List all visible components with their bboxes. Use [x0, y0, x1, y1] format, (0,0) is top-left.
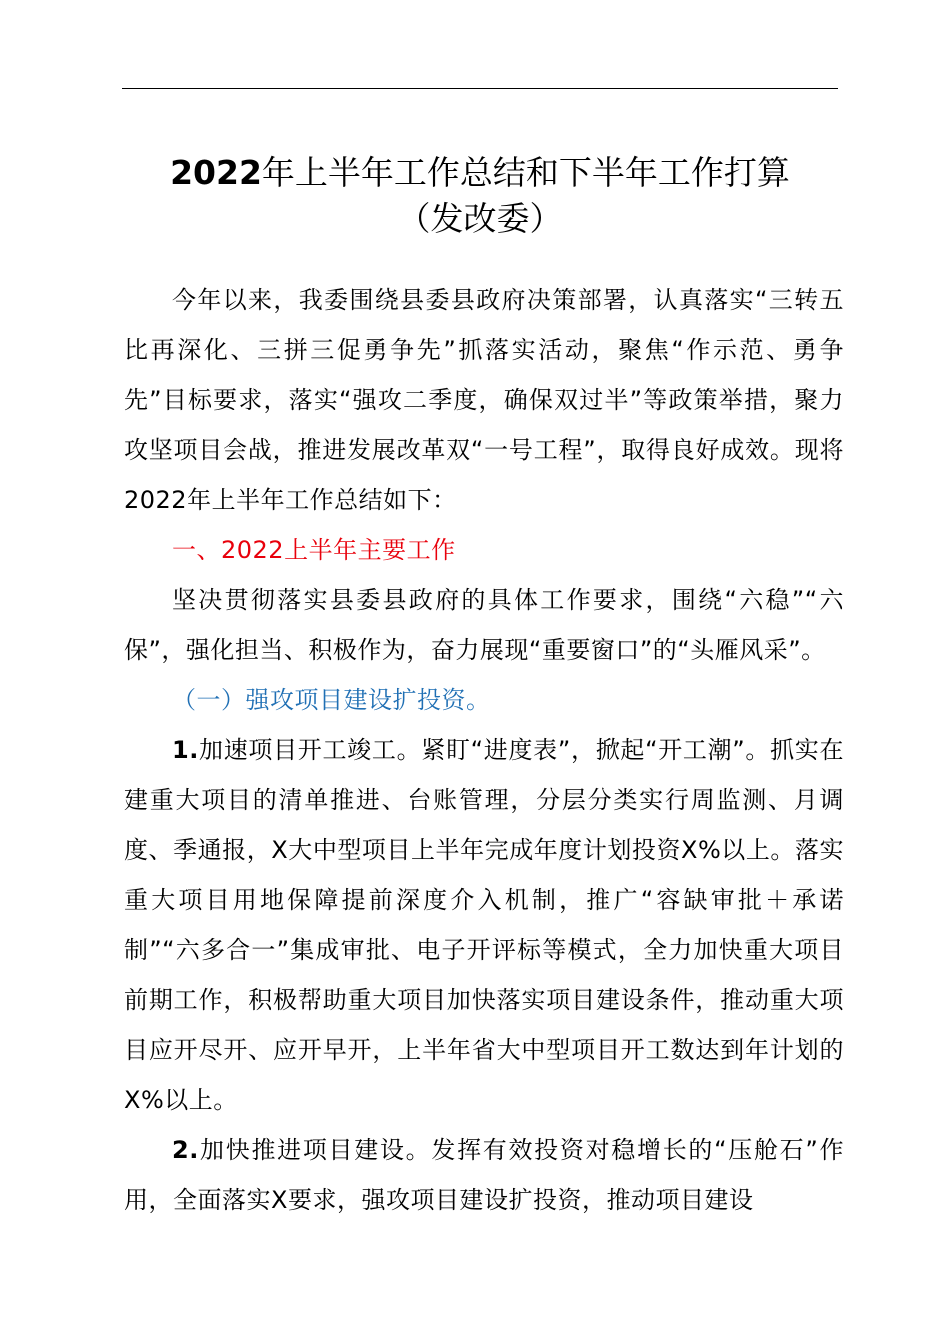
numbered-paragraph-1 [124, 725, 844, 1125]
item-number: 2. [172, 1136, 199, 1164]
title-year: 2022 [170, 153, 262, 192]
document-title [100, 150, 860, 196]
item-number: 1. [172, 736, 199, 764]
numbered-paragraph-2 [124, 1125, 844, 1225]
section-intro-paragraph: 坚决贯彻落实县委县政府的具体工作要求，围绕“六稳”“六保”，强化担当、积极作为，奋力展现“重要窗口”的“头雁风采”。 [124, 586, 844, 664]
document-body [124, 275, 844, 1225]
item-text: 加速项目开工竣工。紧盯“进度表”，掀起“开工潮”。抓实在建重大项目的清单推进、台账管理，分层分类实行周监测、月调度、季通报，X大中型项目上半年完成年度计划投资X%以上。落实重大项目用地保障提前深度介入机制，推广“容缺审批＋承诺制”“六多合一”集成审批、电子开评标等模式，全力加快重大项目前期工作，积极帮助重大项目加快落实项目建设条件，推动重大项目应开尽开、应开早开，上半年省大中型项目开工数达到年计划的X%以上。 [124, 736, 844, 1114]
title-text: 年上半年工作总结和下半年工作打算 [261, 153, 790, 192]
intro-paragraph: 今年以来，我委围绕县委县政府决策部署，认真落实“三转五比再深化、三拼三促勇争先”抓落实活动，聚焦“作示范、勇争先”目标要求，落实“强攻二季度，确保双过半”等政策举措，聚力攻坚项目会战，推进发展改革双“一号工程”，取得良好成效。现将2022年上半年工作总结如下： [124, 286, 844, 514]
document-subtitle: （发改委） [397, 199, 563, 238]
section-heading: 一、2022上半年主要工作 [172, 536, 456, 564]
item-text: 加快推进项目建设。发挥有效投资对稳增长的“压舱石”作用，全面落实X要求，强攻项目建设扩投资，推动项目建设 [124, 1136, 844, 1214]
subsection-heading: （一）强攻项目建设扩投资。 [172, 686, 491, 714]
title-block [100, 150, 860, 242]
header-rule [122, 88, 838, 89]
